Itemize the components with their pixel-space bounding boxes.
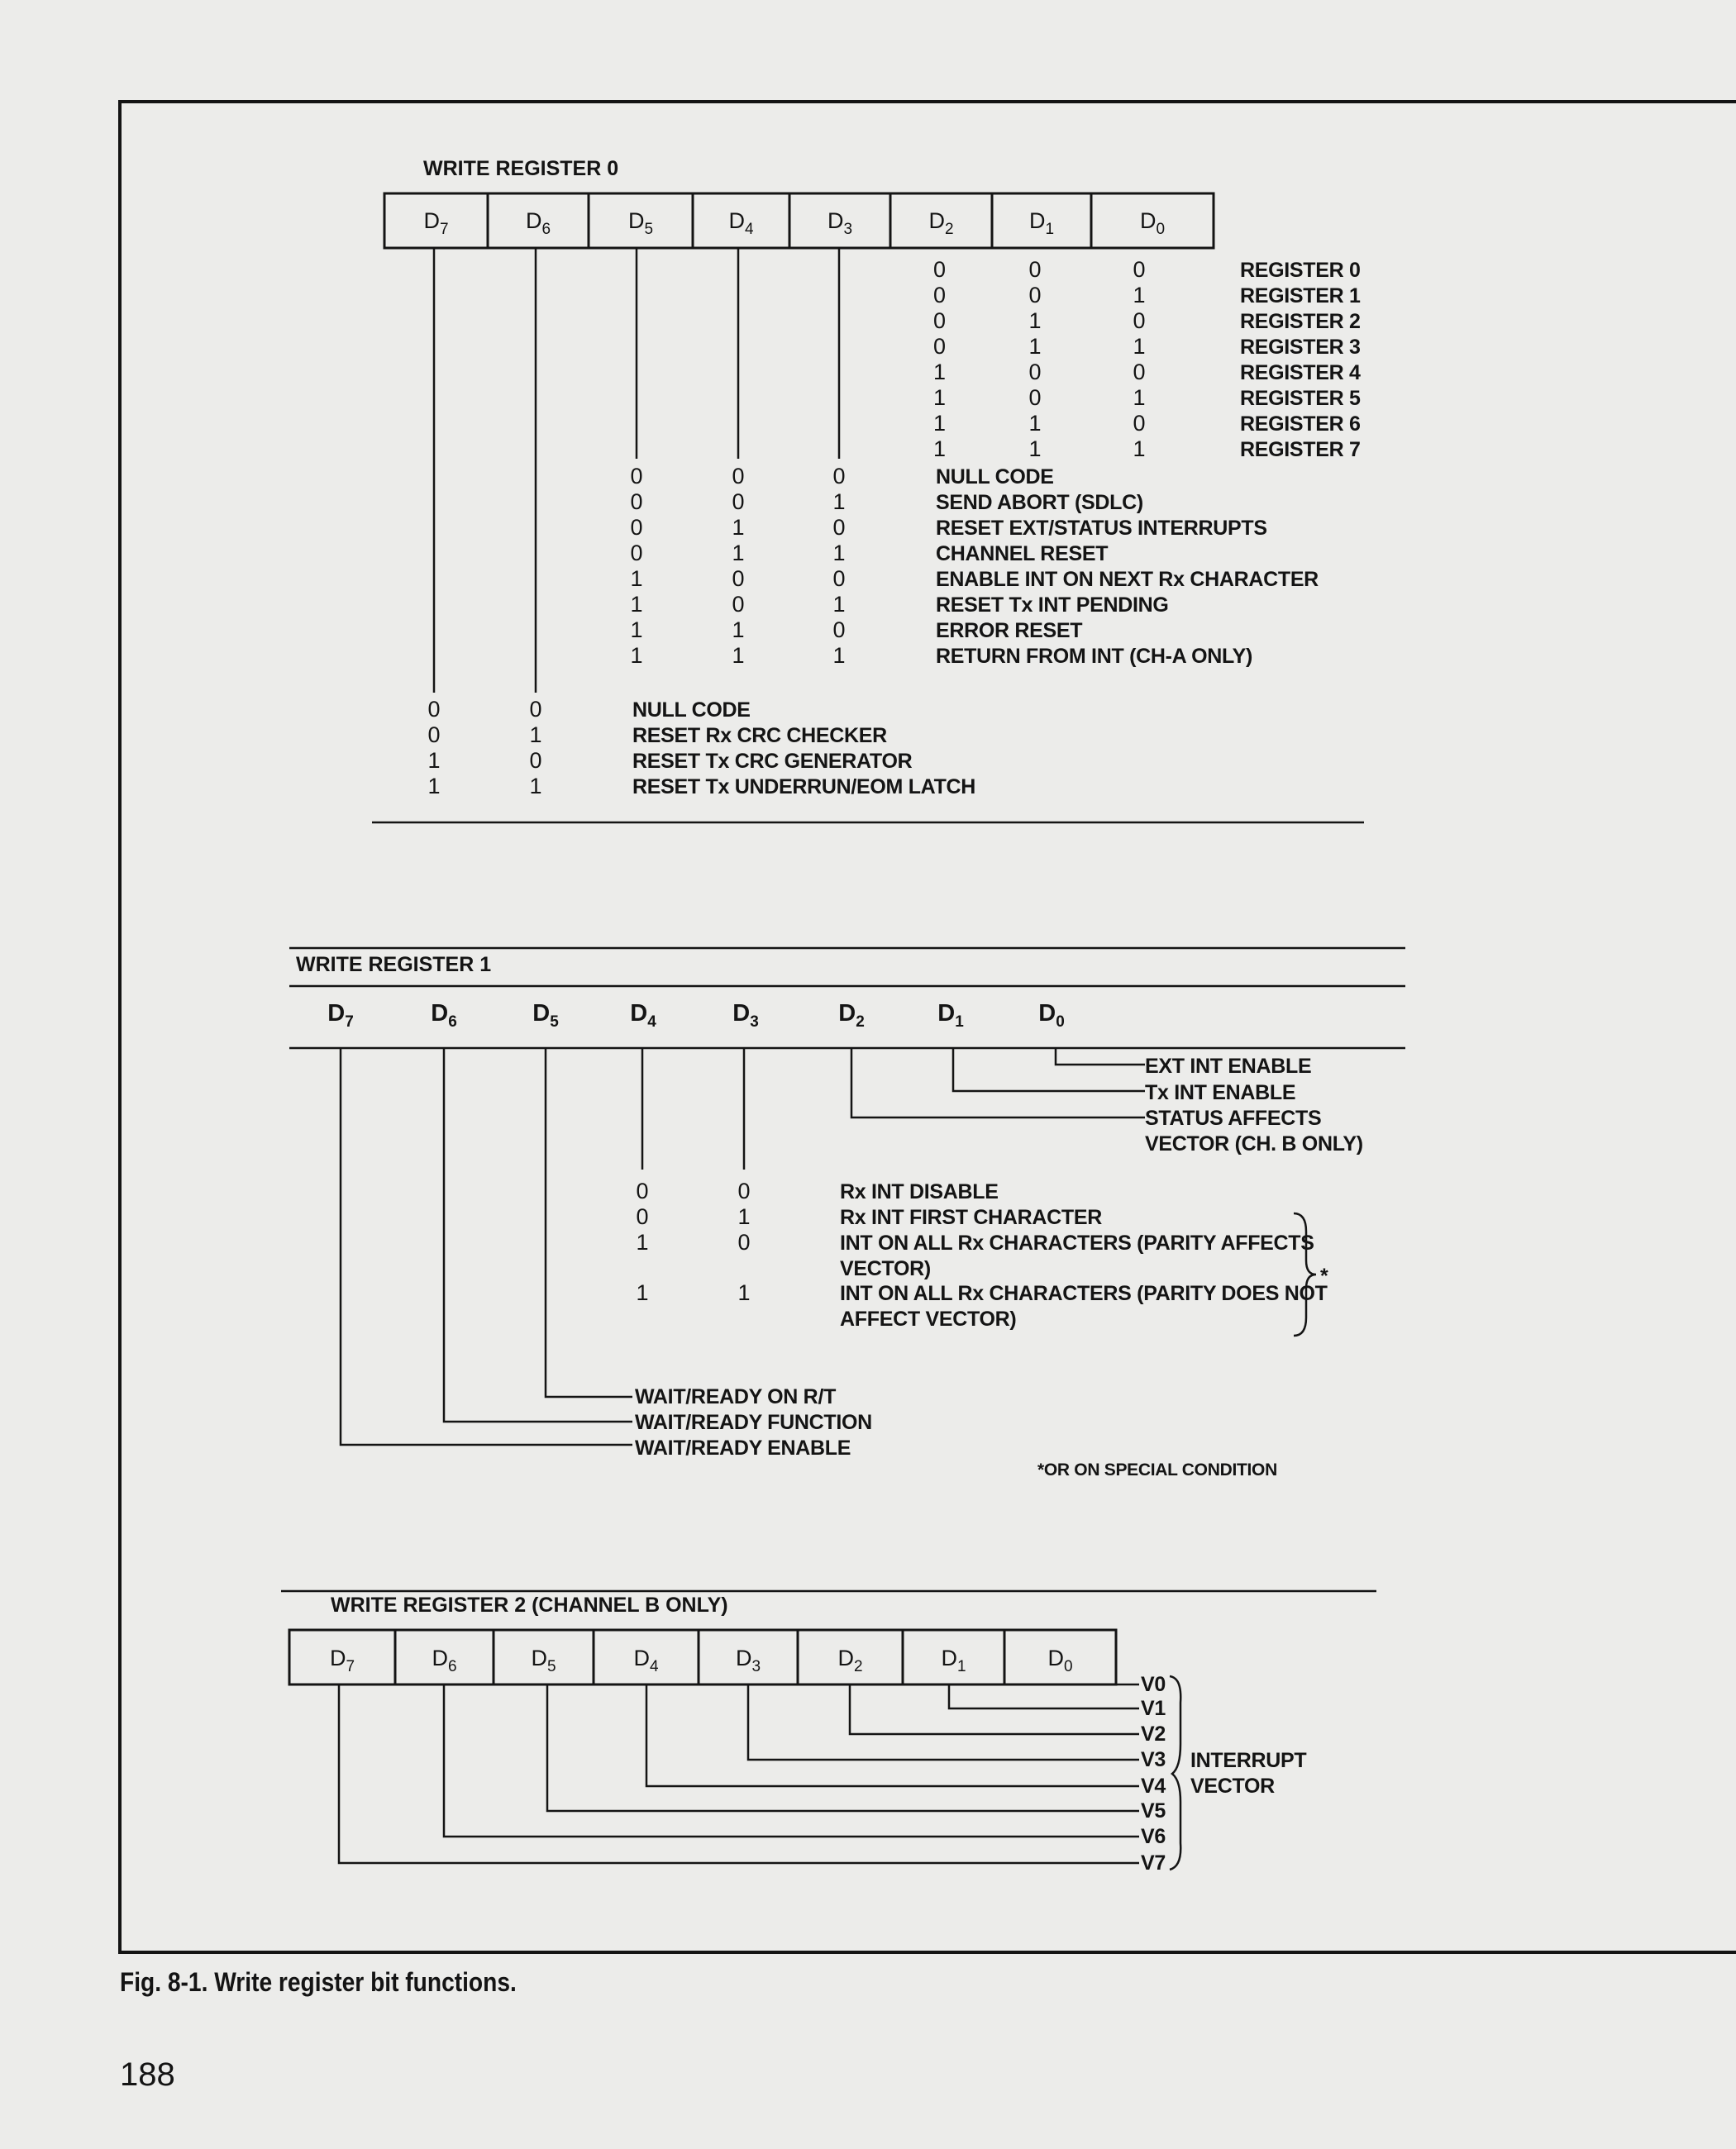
- wr1-bit-label: $D_0$: [1038, 1000, 1065, 1031]
- wr0-crc-bit: 1: [427, 748, 441, 773]
- wr2-bit-label: $D_2$: [837, 1646, 863, 1675]
- wr2-bit-label: $D_6$: [432, 1646, 457, 1675]
- wr2-bit-label: $D_1$: [941, 1646, 966, 1675]
- wr0-reg-bit: 0: [1133, 257, 1146, 282]
- wr1-rx-bit: 0: [636, 1179, 649, 1203]
- wr0-cmd-bit: 1: [630, 643, 643, 668]
- wr0-reg-label: REGISTER 4: [1240, 361, 1361, 384]
- wr0-reg-label: REGISTER 3: [1240, 336, 1361, 359]
- wr0-crc-label: RESET Tx CRC GENERATOR: [632, 750, 913, 773]
- wr0-reg-bit: 1: [1028, 436, 1042, 461]
- wr1-rx-label: Rx INT DISABLE: [840, 1180, 999, 1203]
- wr2-vector-label: V1: [1141, 1697, 1166, 1720]
- wr0-reg-bit: 0: [932, 257, 947, 282]
- wr0-cmd-bit: 1: [832, 592, 846, 617]
- wr2-vector-label: V0: [1141, 1673, 1166, 1696]
- wr0-bit-label: $D_6$: [525, 208, 551, 238]
- wr0-reg-label: REGISTER 2: [1240, 310, 1361, 333]
- wr0-cmd-bit: 0: [630, 541, 643, 565]
- wr0-bit-label: $D_2$: [928, 208, 954, 238]
- wr1-title: WRITE REGISTER 1: [296, 953, 492, 976]
- wr1-d1-leader: [953, 1048, 1145, 1091]
- wr0-cmd-bit: 1: [832, 489, 846, 514]
- wr0-cmd-label: SEND ABORT (SDLC): [936, 491, 1143, 514]
- wr1-rx-bit: 0: [737, 1230, 751, 1255]
- wr1-bit-label: $D_2$: [838, 1000, 865, 1031]
- wr1-low-label: STATUS AFFECTS: [1145, 1107, 1322, 1130]
- wr2-title: WRITE REGISTER 2 (CHANNEL B ONLY): [331, 1594, 728, 1617]
- wr1-bit-label: $D_7$: [327, 1000, 354, 1031]
- wr2-vector-label: V4: [1141, 1775, 1166, 1798]
- wr0-cmd-bit: 1: [732, 617, 745, 642]
- wr0-cmd-bit: 0: [832, 566, 846, 591]
- wr0-reg-label: REGISTER 5: [1240, 387, 1361, 410]
- wr0-reg-bit: 1: [1133, 283, 1146, 307]
- wr0-bit-label: $D_7$: [423, 208, 449, 238]
- wr0-reg-bit: 0: [932, 308, 947, 333]
- wr0-reg-label: REGISTER 0: [1240, 259, 1361, 282]
- wr0-reg-label: REGISTER 1: [1240, 284, 1361, 307]
- wr0-crc-bit: 0: [427, 722, 441, 747]
- wr2-group-label: INTERRUPT: [1190, 1749, 1307, 1772]
- wr0-reg-bit: 0: [1133, 308, 1146, 333]
- wr1-bit-label: $D_1$: [937, 1000, 964, 1031]
- wr0-reg-bit: 1: [1133, 385, 1146, 410]
- wr0-reg-bit: 0: [1028, 283, 1042, 307]
- wr0-bit-label: $D_1$: [1028, 208, 1055, 238]
- wr2-vector-label: V5: [1141, 1799, 1166, 1823]
- wr1-rx-bit: 1: [737, 1204, 751, 1229]
- wr1-d6-leader: [444, 1048, 632, 1422]
- wr0-cmd-bit: 0: [732, 464, 745, 488]
- wr0-reg-bit: 0: [1028, 257, 1042, 282]
- wr1-d5-leader: [546, 1048, 632, 1397]
- wr1-rx-bit: 0: [737, 1179, 751, 1203]
- wr0-cmd-label: ERROR RESET: [936, 619, 1083, 642]
- wr2-vector-brace: [1170, 1676, 1180, 1870]
- wr0-cmd-bit: 0: [732, 592, 745, 617]
- wr2-bit-label: $D_3$: [735, 1646, 761, 1675]
- wr0-cmd-bit: 1: [630, 617, 643, 642]
- wr1-d0-leader: [1056, 1048, 1145, 1065]
- wr0-cmd-bit: 0: [732, 489, 745, 514]
- wr0-crc-bit: 1: [529, 722, 542, 747]
- wr1-bit-label: $D_3$: [732, 1000, 759, 1031]
- wr0-reg-bit: 1: [932, 436, 947, 461]
- wr0-crc-bit: 1: [529, 774, 542, 798]
- wr1-rx-label: VECTOR): [840, 1257, 931, 1280]
- wr0-cmd-bit: 1: [630, 566, 643, 591]
- wr1-low-label: EXT INT ENABLE: [1145, 1055, 1312, 1078]
- wr0-reg-bit: 1: [1028, 308, 1042, 333]
- figure-caption: Fig. 8-1. Write register bit functions.: [120, 1967, 517, 1997]
- wr0-reg-bit: 1: [1133, 436, 1146, 461]
- wr2-vector-label: V6: [1141, 1825, 1166, 1848]
- wr0-bit-label: $D_4$: [728, 208, 754, 238]
- wr0-crc-bit: 1: [427, 774, 441, 798]
- wr1-footnote: *OR ON SPECIAL CONDITION: [1037, 1460, 1277, 1480]
- wr0-cmd-label: CHANNEL RESET: [936, 542, 1109, 565]
- wr0-cmd-bit: 0: [832, 617, 846, 642]
- wr0-cmd-bit: 1: [832, 541, 846, 565]
- wr0-reg-bit: 0: [1028, 360, 1042, 384]
- wr0-reg-bit: 0: [932, 334, 947, 359]
- wr1-rx-label: Rx INT FIRST CHARACTER: [840, 1206, 1103, 1229]
- wr0-cmd-bit: 1: [732, 515, 745, 540]
- wr0-reg-bit: 1: [1028, 334, 1042, 359]
- wr0-cmd-label: RESET Tx INT PENDING: [936, 593, 1169, 617]
- wr1-rx-label: AFFECT VECTOR): [840, 1308, 1017, 1331]
- wr0-bit-label: $D_5$: [627, 208, 654, 238]
- wr0-cmd-label: RESET EXT/STATUS INTERRUPTS: [936, 517, 1267, 540]
- wr1-wait-label: WAIT/READY FUNCTION: [635, 1411, 872, 1434]
- wr0-reg-bit: 0: [932, 283, 947, 307]
- page-number: 188: [120, 2056, 175, 2093]
- wr1-wait-label: WAIT/READY ON R/T: [635, 1385, 837, 1408]
- wr2-bit-label: $D_7$: [329, 1646, 355, 1675]
- wr0-cmd-bit: 1: [832, 643, 846, 668]
- wr2-vector-label: V3: [1141, 1748, 1166, 1771]
- wr2-vector-label: V7: [1141, 1851, 1166, 1875]
- wr0-bit-label: $D_0$: [1139, 208, 1166, 238]
- wr1-bit-label: $D_6$: [431, 1000, 457, 1031]
- wr1-rx-bit: 0: [636, 1204, 649, 1229]
- wr1-rx-bit: 1: [636, 1280, 649, 1305]
- wr0-reg-bit: 1: [1028, 411, 1042, 436]
- wr0-crc-bit: 0: [427, 697, 441, 722]
- wr0-reg-bit: 1: [932, 385, 947, 410]
- wr2-leader: [748, 1684, 1139, 1760]
- wr0-reg-bit: 0: [1133, 360, 1146, 384]
- wr1-rx-label: INT ON ALL Rx CHARACTERS (PARITY AFFECTS: [840, 1232, 1314, 1255]
- wr0-cmd-bit: 0: [732, 566, 745, 591]
- wr0-bit-box: [384, 193, 1214, 248]
- wr1-d2-leader: [851, 1048, 1145, 1117]
- wr1-d7-leader: [341, 1048, 632, 1445]
- wr0-reg-bit: 1: [932, 360, 947, 384]
- wr0-bit-label: $D_3$: [827, 208, 853, 238]
- wr0-cmd-label: RETURN FROM INT (CH-A ONLY): [936, 645, 1253, 668]
- wr1-wait-label: WAIT/READY ENABLE: [635, 1437, 851, 1460]
- wr2-leader: [547, 1684, 1139, 1811]
- wr0-crc-label: NULL CODE: [632, 698, 751, 722]
- wr1-low-label: VECTOR (CH. B ONLY): [1145, 1132, 1363, 1156]
- wr0-crc-bit: 0: [529, 748, 542, 773]
- wr2-bit-label: $D_5$: [531, 1646, 556, 1675]
- wr0-cmd-bit: 0: [832, 464, 846, 488]
- wr0-cmd-bit: 0: [832, 515, 846, 540]
- wr0-cmd-bit: 1: [732, 541, 745, 565]
- figure-frame: [120, 102, 1736, 1952]
- wr2-bit-label: $D_0$: [1047, 1646, 1073, 1675]
- wr0-cmd-bit: 1: [732, 643, 745, 668]
- wr1-rx-label: INT ON ALL Rx CHARACTERS (PARITY DOES NOT: [840, 1282, 1328, 1305]
- wr1-bit-label: $D_5$: [532, 1000, 559, 1031]
- wr1-rx-bit: 1: [737, 1280, 751, 1305]
- wr0-cmd-label: NULL CODE: [936, 465, 1054, 488]
- wr1-brace-mark: *: [1320, 1265, 1328, 1288]
- wr0-crc-bit: 0: [529, 697, 542, 722]
- wr0-reg-label: REGISTER 7: [1240, 438, 1361, 461]
- wr2-leader: [646, 1684, 1139, 1786]
- wr2-vector-label: V2: [1141, 1723, 1166, 1746]
- wr0-reg-label: REGISTER 6: [1240, 412, 1361, 436]
- wr0-reg-bit: 1: [1133, 334, 1146, 359]
- wr2-bit-label: $D_4$: [633, 1646, 659, 1675]
- wr0-cmd-bit: 0: [630, 515, 643, 540]
- wr0-cmd-bit: 1: [630, 592, 643, 617]
- wr1-bit-label: $D_4$: [630, 1000, 656, 1031]
- wr2-bit-box: [289, 1630, 1116, 1684]
- wr0-reg-bit: 0: [1133, 411, 1146, 436]
- wr0-reg-bit: 1: [932, 411, 947, 436]
- wr2-group-label: VECTOR: [1190, 1775, 1275, 1798]
- wr2-leader: [949, 1684, 1139, 1708]
- wr0-crc-label: RESET Tx UNDERRUN/EOM LATCH: [632, 775, 976, 798]
- wr0-cmd-bit: 0: [630, 489, 643, 514]
- wr0-crc-label: RESET Rx CRC CHECKER: [632, 724, 887, 747]
- wr0-cmd-bit: 0: [630, 464, 643, 488]
- wr1-rx-bit: 1: [636, 1230, 649, 1255]
- wr1-low-label: Tx INT ENABLE: [1145, 1081, 1296, 1104]
- wr0-cmd-label: ENABLE INT ON NEXT Rx CHARACTER: [936, 568, 1319, 591]
- wr0-reg-bit: 0: [1028, 385, 1042, 410]
- wr0-title: WRITE REGISTER 0: [423, 157, 619, 180]
